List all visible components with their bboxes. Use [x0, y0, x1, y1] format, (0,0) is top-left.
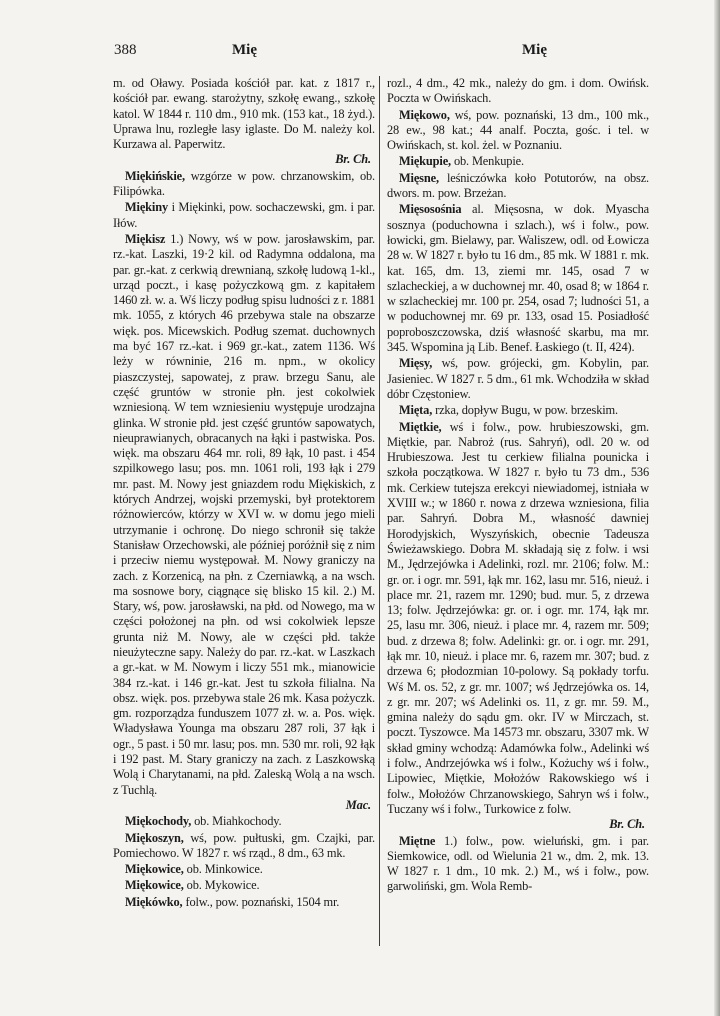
headword: Miękisz: [125, 231, 166, 246]
entry-mietkie: [387, 420, 649, 833]
entry-miekisz: [113, 232, 375, 813]
entry-miesne: [387, 171, 649, 202]
headword: Miękupie,: [399, 154, 451, 169]
entry-miekowice-2: [113, 878, 375, 893]
entry-miesy: [387, 356, 649, 402]
entry-text: wś, pow. grójecki, gm. Kobylin, par. Jasieniec. W 1827 r. 5 dm., 61 mk. Wchodziła w skład dóbr Częstoniew.: [387, 356, 649, 401]
headword: Miękowice,: [125, 878, 184, 893]
headword: Miękiny: [125, 200, 169, 215]
entry-text: wś i folw., pow. hrubieszowski, gm. Miętkie, par. Nabroż (rus. Sahryń), odl. 20 w. od Hrubieszowa. Jest tu cerkiew filialna pounicka i szkoła początkowa. W 1827 r. było tu 73 dm., 536 mk. Cerkiew tutejsza erekcyi niewiadomej, istniała w XVIII w.; w 1860 r. nowa z drzewa wzniesiona, filia par. Sahryń. Dobra M., własność dawniej Horodyjskich, Wyszyńskich, obecnie Tadeusza Świeżawskiego. Dobra M. składają się z folw. i wsi M., Jędrzejówka i Adelinki, rozl. mr. 2106; folw. M.: gr. or. i ogr. mr. 591, łąk mr. 162, lasu mr. 516, nieuż. i place mr. 21, razem mr. 1290; bud. mur. 5, z drzewa 13; folw. Jędrzejówka: gr. or. i ogr. mr. 174, łąk mr. 25, lasu mr. 306, nieuż. i place mr. 4, razem mr. 509; bud. z drzewa 8; folw. Adelinki: gr. or. i ogr. mr. 291, łąk mr. 10, nieuż. i place mr. 6, razem mr. 307; bud. z drzewa 6; płodozmian 10-polowy. Są pokłady torfu. Wś M. os. 52, z gr. mr. 1007; wś Jędrzejówka os. 14, z gr. mr. 207; wś Adelinki os. 11, z gr. mr. 59. M., gmina należy do sądu gm. okr. IV w Mirczach, st. poczt. Tyszowce. Ma 14573 mr. obszaru, 3307 mk. W skład gminy wchodzą: Adamówka folw., Adelinki wś i folw., Andrzejówka wś i folw., Kożuchy wś i folw., Lipowiec, Miętkie, Mołożów Rakowskiego wś i folw., Mołożów Chrzanowskiego, Sahryn wś i folw., Tuczany wś i folw., Turkowice z folw.: [387, 419, 649, 816]
entry-text: i Miękinki, pow. sochaczewski, gm. i par. Iłów.: [113, 200, 375, 230]
entry-text: folw., pow. poznański, 1504 mr.: [185, 894, 340, 909]
headword: Miękińskie,: [125, 168, 185, 183]
page-edge-shadow: [714, 0, 720, 1016]
headword: Mięsne,: [399, 170, 439, 185]
page-number: 388: [114, 42, 137, 58]
author-signature: Br. Ch.: [335, 152, 371, 167]
entry-miekinskie: [113, 169, 375, 200]
entry-miekoszyn: [113, 831, 375, 862]
headword: Miękowo,: [399, 107, 450, 122]
entry-text: ob. Minkowice.: [186, 862, 263, 877]
headword: Miękochody,: [125, 814, 192, 829]
entry-miekowo: [387, 108, 649, 154]
entry-text: ob. Mykowice.: [186, 878, 260, 893]
page-header: [114, 42, 648, 64]
entry-text: wś, pow. pułtuski, gm. Czajki, par. Pomiechowo. W 1827 r. wś rząd., 8 dm., 63 mk.: [113, 830, 375, 860]
entry-miesososnia: [387, 202, 649, 355]
entry-continuation: [387, 76, 649, 107]
entry-text: leśniczówka koło Potutorów, na obsz. dwors. m. pow. Brzeżan.: [387, 170, 649, 201]
headword: Mięta,: [399, 403, 433, 418]
column-divider: [379, 76, 380, 946]
left-column: [113, 76, 375, 956]
author-signature: Mac.: [345, 797, 371, 812]
entry-text: 1.) Nowy, wś w pow. jarosławskim, par. rz.-kat. Laszki, 19·2 kil. od Radymna oddalona, ma par. gr.-kat. z cerkwią drewnianą, szkołę ludową 1-kl., urząd poczt., i kasę pożyczkową gm. z kapitałem 1460 zł. w. a. Wś liczy podług spisu ludności z r. 1881 mk. 1055, z których 46 przebywa stale na obszarze więk. pos. Micewskich. Podług szemat. duchownych ma być 167 rz.-kat. i 969 gr.-kat., zatem 1136. Wś leży w równinie, 216 m. npm., w okolicy piaszczystej, sapowatej, z praw. brzegu Sanu, ale część gruntów w stronie płn. jest cokolwiek wzniesioną. W tem wzniesieniu występuje urodzajna glinka. W stronie płd. jest część gruntów sapowatych, nieuprawianych, obracanych na łąki i pastwiska. Pos. więk. ma obszaru 464 mr. roli, 89 łąk, 10 past. i 454 szpilkowego lasu; pos. mn. 1061 roli, 193 łąk i 279 mr. past. M. Nowy jest gniazdem rodu Miękiskich, z których Andrzej, wojski przemyski, był protektorem różnowierców, którzy w XVI w. w domu jego mieli utrzymanie i ochronę. Do niego schronił się także Stanisław Orzechowski, ale później poróżnił się z nim i przeciw niemu występował. M. Nowy graniczy na zach. z Korzenicą, na płn. z Czerniawką, a na wsch. ma sosnowe bory, ciągnące się blisko 15 kil. 2.) M. Stary, wś, pow. jarosławski, na płd. od Nowego, ma w części położonej na płn. od wsi cokolwiek lepsze grunta niż M. Nowy, ale w części płd. także nieużyteczne sapy. Należy do par. rz.-kat. w Laszkach a gr.-kat. w M. Nowym i liczy 551 mk., mianowicie 384 rz.-kat. i 146 gr.-kat. Jest tu szkoła filialna. Na obsz. więk. pos. przebywa stale 26 mk. Kasa pożyczk. gm. rozporządza funduszem 1077 zł. w. a. Pos. więk. Władysława Younga ma obszaru 287 roli, 37 łąk i ogr., 5 past. i 50 mr. lasu; pos. mn. 530 mr. roli, 92 łąk i 192 past. M. Stary graniczy na zach. z Laszkowską Wolą i Charytanami, na płd. Zaleską Wolą a na wsch. z Tuchlą.: [113, 231, 375, 797]
entry-miekowko: [113, 895, 375, 910]
entry-miekiny: [113, 200, 375, 231]
headword: Mięsosośnia: [399, 202, 462, 217]
entry-text: wzgórze w pow. chrzanowskim, ob. Filipówka.: [113, 168, 375, 199]
headword: Miękoszyn,: [125, 830, 184, 845]
entry-miekowice-1: [113, 862, 375, 877]
entry-text: rzka, dopływ Bugu, w pow. brzeskim.: [435, 403, 618, 418]
headword: Miękowice,: [125, 862, 184, 877]
entry-continuation: [113, 76, 375, 168]
entry-text: al. Mięsosna, w dok. Myascha sosznya (poduchowna i szlach.), wś i folw., pow. łowicki, gm. Bielawy, par. Waliszew, odl. od Łowicza 28 w. W 1827 r. było tu 16 dm., 85 mk. W 1881 r. mk. kat. 165, dm. 13, ziemi mr. 145, osad 7 w szlacheckiej, a w duchownej mr. 40, osad 8; w 1864 r. w szlacheckiej mr. 100 pr. 254, osad 7; ludności 51, a w poduchownej mr. 69 pr. 133, osad 15. Posiadłość poproboszczowska, dziś własność skarbu, ma mr. 345. Wspomina ją Lib. Benef. Łaskiego (t. II, 424).: [387, 202, 649, 355]
right-column: [387, 76, 649, 956]
author-signature: Br. Ch.: [609, 817, 645, 832]
running-head-left: Mię: [232, 42, 257, 58]
entry-text: m. od Oławy. Posiada kościół par. kat. z 1817 r., kościół par. ewang. starożytny, szkołę ewang., szkołę katol. W 1844 r. 110 dm., 910 mk. (153 kat., 18 żyd.). Uprawa lnu, rozległe lasy iglaste. Do M. należy kol. Kurzawa al. Paperwitz.: [113, 76, 375, 152]
entry-text: rozl., 4 dm., 42 mk., należy do gm. i dom. Owińsk. Poczta w Owińskach.: [387, 76, 649, 106]
entry-miekochody: [113, 814, 375, 829]
headword: Mięsy,: [399, 356, 433, 371]
running-head-right: Mię: [522, 42, 547, 58]
entry-text: ob. Miahkochody.: [194, 814, 282, 829]
entry-text: ob. Menkupie.: [453, 154, 524, 169]
entry-mietne: [387, 834, 649, 895]
entry-text: wś, pow. poznański, 13 dm., 100 mk., 28 ew., 98 kat.; 44 analf. Poczta, gośc. i tel. w Owińskach, st. kol. żel. w Poznaniu.: [387, 107, 649, 153]
entry-mieta: [387, 403, 649, 418]
headword: Miękówko,: [125, 894, 183, 909]
headword: Miętne: [399, 833, 436, 848]
headword: Miętkie,: [399, 419, 442, 434]
entry-miekupie: [387, 154, 649, 169]
entry-text: 1.) folw., pow. wieluński, gm. i par. Siemkowice, odl. od Wielunia 21 w., dm. 2, mk. 13. W 1827 r. 1 dm., 10 mk. 2.) M., wś i folw., pow. garwoliński, gm. Wola Remb-: [387, 833, 649, 894]
